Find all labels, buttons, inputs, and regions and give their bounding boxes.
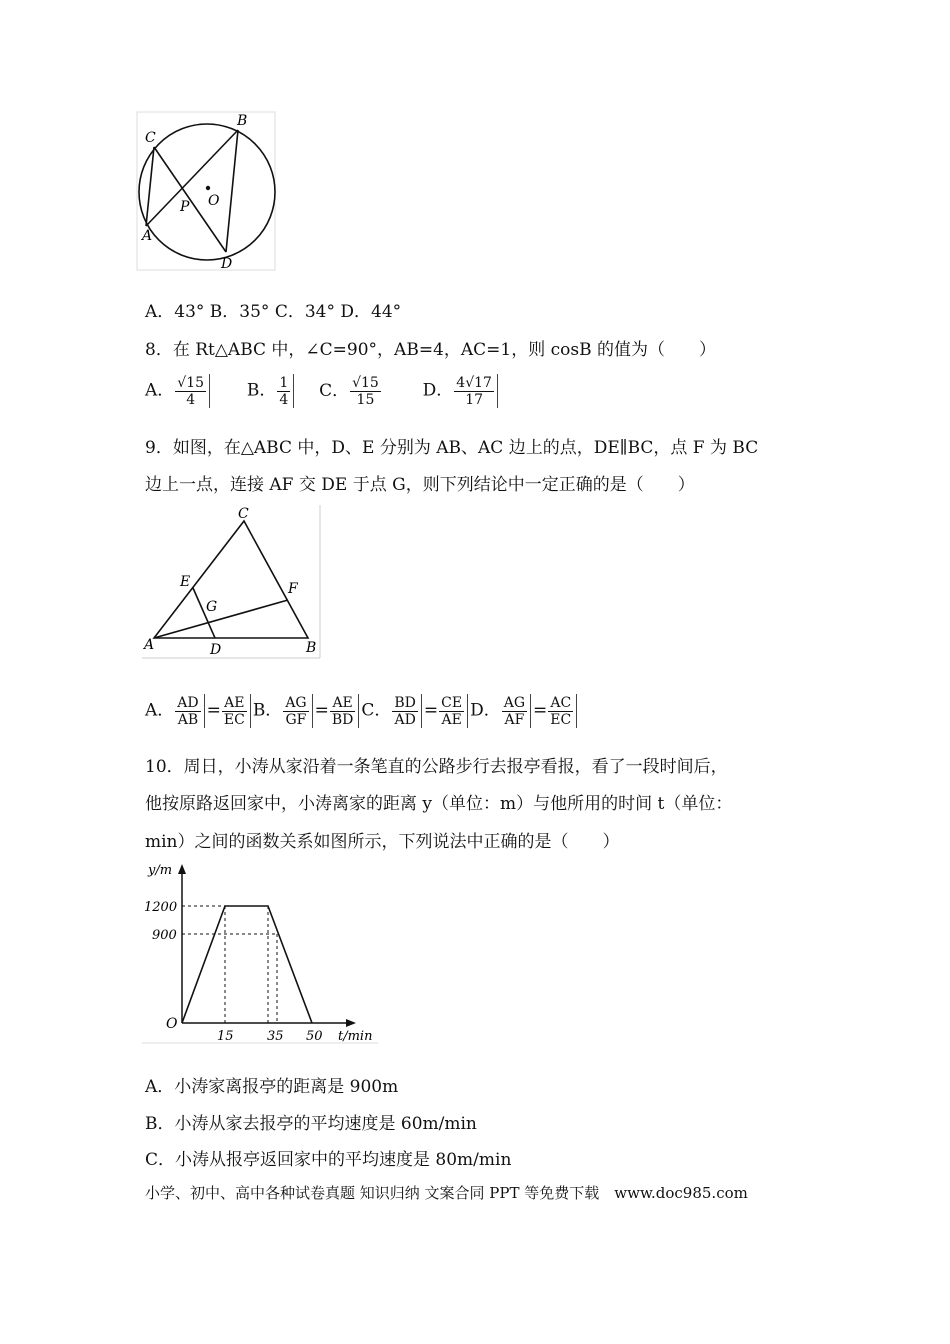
graph-x-label: t/min [338,1029,373,1044]
q9-option-d[interactable]: D． $\frac{AG}{AF}$ = $\frac{AC}{EC}$ [470,694,579,728]
q10-option-b[interactable]: B．小涛从家去报亭的平均速度是 60m/min [145,1114,477,1134]
q7-options: A．43° B．35° C．34° D．44° [145,302,402,322]
label-b: B [237,113,248,129]
q8-options [145,374,500,418]
label-a: A [142,228,153,244]
q9-option-b[interactable]: B． $\frac{AG}{GF}$ = $\frac{AE}{BD}$ [253,694,362,728]
q9-stem-line1: 9．如图，在△ABC 中，D、E 分别为 AB、AC 边上的点，DE∥BC，点 F 为 BC [145,438,759,458]
graph-xtick-35: 35 [267,1029,284,1044]
q9-options [145,694,579,738]
q8-stem: 8．在 Rt△ABC 中，∠C=90°，AB=4，AC=1，则 cosB 的值为（ ） [145,340,717,360]
graph-origin: O [166,1016,178,1032]
tri-label-a: A [144,637,155,653]
graph-ytick-900: 900 [152,928,177,943]
tri-label-c: C [238,506,249,522]
q10-option-a[interactable]: A．小涛家离报亭的距离是 900m [145,1077,399,1097]
tri-label-e: E [180,574,191,590]
q10-stem-line2: 他按原路返回家中，小涛离家的距离 y（单位：m）与他所用的时间 t（单位： [145,794,733,814]
circle-figure [135,110,280,275]
label-c: C [145,130,156,146]
graph-ytick-1200: 1200 [144,900,178,915]
q10-option-c[interactable]: C．小涛从报亭返回家中的平均速度是 80m/min [145,1150,512,1170]
q10-stem-line1: 10．周日，小涛从家沿着一条笔直的公路步行去报亭看报，看了一段时间后， [145,757,728,777]
q8-option-d[interactable]: D． $\frac{4√17}{17}$ [423,374,500,408]
q8-option-c[interactable]: C． $\frac{√15}{15}$ [319,374,379,408]
q9-stem-line2: 边上一点，连接 AF 交 DE 于点 G，则下列结论中一定正确的是（ ） [145,475,695,495]
q9-option-a[interactable]: A． $\frac{AD}{AB}$ = $\frac{AE}{EC}$ [145,694,253,728]
q9-option-c[interactable]: C． $\frac{BD}{AD}$ = $\frac{CE}{AE}$ [361,694,470,728]
circle-o [139,124,275,260]
page-footer: 小学、初中、高中各种试卷真题 知识归纳 文案合同 PPT 等免费下载 www.doc985.com [145,1184,748,1202]
graph-y-label: y/m [148,863,173,878]
triangle-figure [140,503,325,663]
graph-line [182,906,312,1023]
graph-xtick-15: 15 [217,1029,234,1044]
q10-stem-line3: min）之间的函数关系如图所示，下列说法中正确的是（ ） [145,832,620,852]
label-o: O [208,193,220,209]
distance-time-graph [140,858,380,1048]
graph-xtick-50: 50 [306,1029,323,1044]
tri-label-d: D [210,642,222,658]
tri-label-b: B [306,640,317,656]
tri-label-g: G [206,599,218,615]
label-p: P [180,199,190,215]
label-d: D [221,256,233,272]
q8-option-a[interactable]: A． $\frac{√15}{4}$ [145,374,212,408]
q8-option-b[interactable]: B． $\frac{1}{4}$ [247,374,296,408]
tri-label-f: F [288,581,298,597]
